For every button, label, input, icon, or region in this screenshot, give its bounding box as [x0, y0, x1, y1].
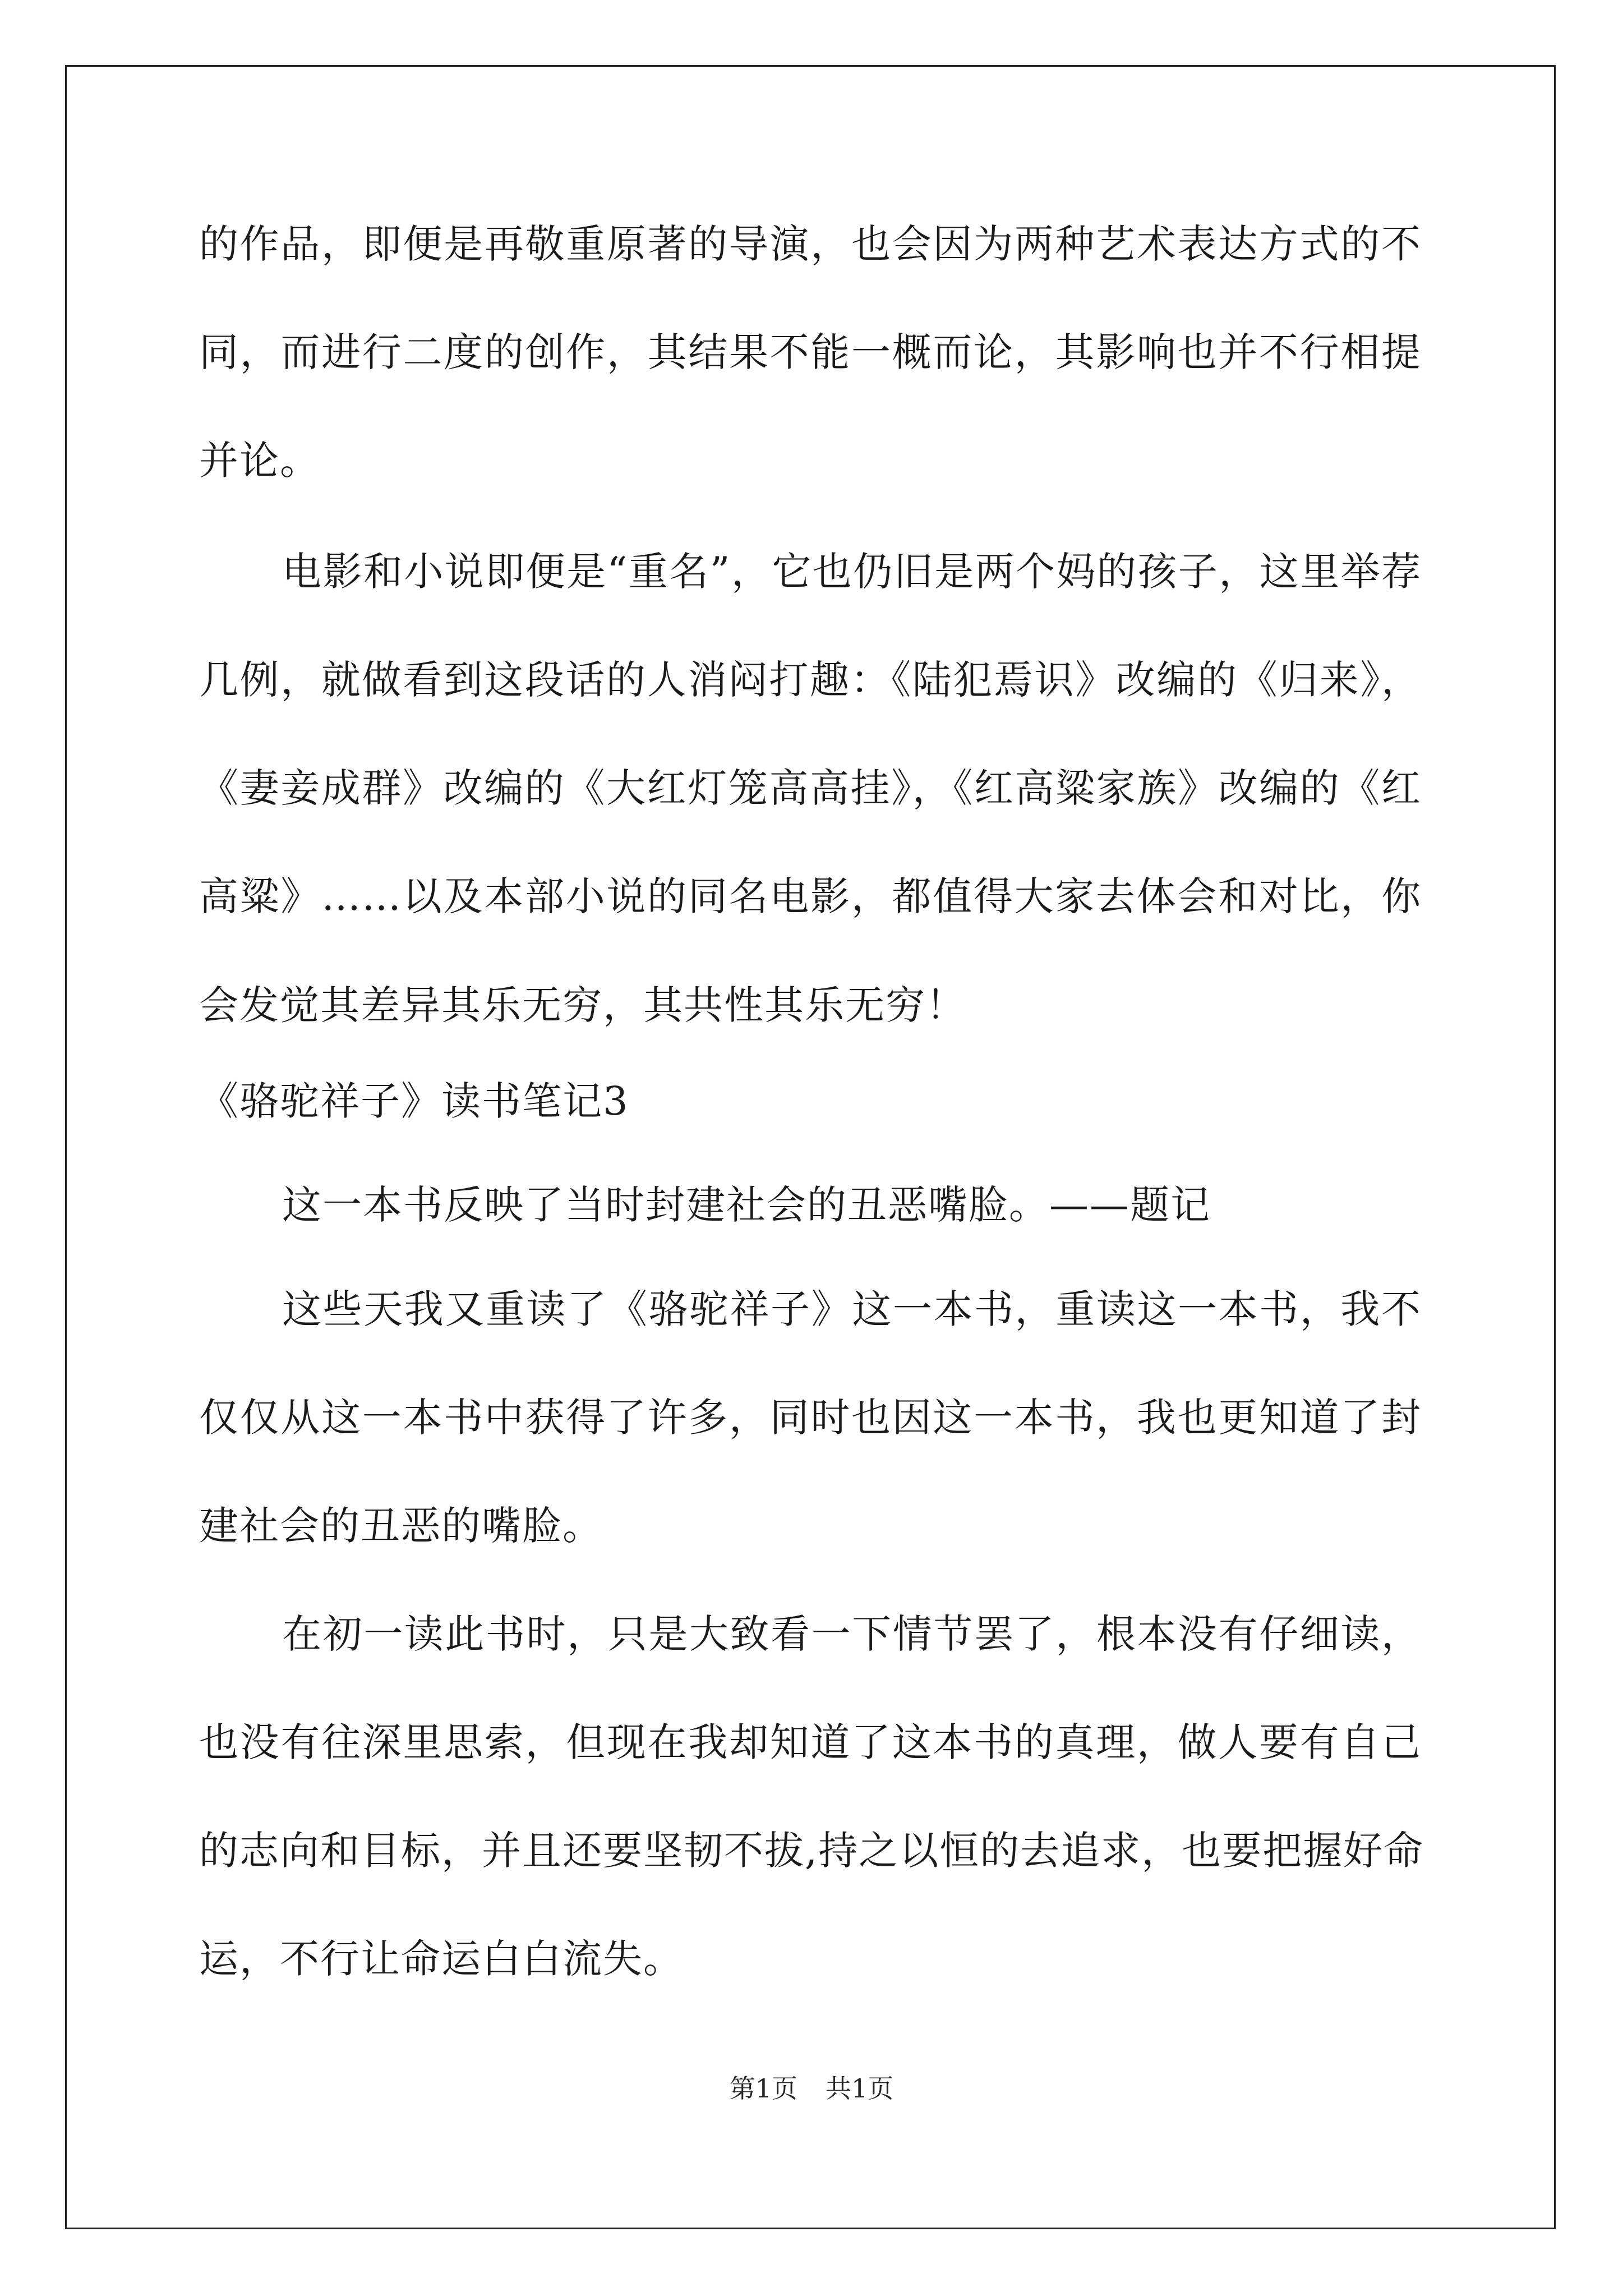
- page-total: 共1页: [826, 2073, 894, 2104]
- page-number: 第1页: [729, 2073, 797, 2104]
- paragraph-line: 这一本书反映了当时封建社会的丑恶嘴脸。——题记: [282, 1182, 1211, 1228]
- paragraph-line: 的作品，即便是再敬重原著的导演，也会因为两种艺术表达方式的不: [199, 221, 1422, 267]
- paragraph-line: 在初一读此书时，只是大致看一下情节罢了，根本没有仔细读，: [282, 1611, 1422, 1657]
- page-footer: [0, 2072, 1623, 2105]
- paragraph-line: 的志向和目标，并且还要坚韧不拔,持之以恒的去追求，也要把握好命: [199, 1828, 1424, 1874]
- paragraph-line: 电影和小说即便是“重名”，它也仍旧是两个妈的孩子，这里举荐: [282, 549, 1422, 595]
- paragraph-line: 并论。: [199, 438, 320, 484]
- paragraph-line: 会发觉其差异其乐无穷，其共性其乐无穷！: [199, 982, 966, 1028]
- section-heading: 《骆驼祥子》读书笔记3: [199, 1078, 629, 1124]
- paragraph-line: 仅仅从这一本书中获得了许多，同时也因这一本书，我也更知道了封: [199, 1395, 1422, 1441]
- paragraph-line: 几例，就做看到这段话的人消闷打趣：《陆犯焉识》改编的《归来》，: [199, 657, 1422, 703]
- paragraph-line: 同，而进行二度的创作，其结果不能一概而论，其影响也并不行相提: [199, 329, 1422, 375]
- paragraph-line: 《妻妾成群》改编的《大红灯笼高高挂》，《红高粱家族》改编的《红: [199, 765, 1422, 811]
- paragraph-line: 高粱》……以及本部小说的同名电影，都值得大家去体会和对比，你: [199, 873, 1422, 919]
- paragraph-line: 也没有往深里思索，但现在我却知道了这本书的真理，做人要有自己: [199, 1719, 1422, 1765]
- paragraph-line: 这些天我又重读了《骆驼祥子》这一本书，重读这一本书，我不: [282, 1286, 1422, 1332]
- page-border: [65, 65, 1556, 2229]
- paragraph-line: 建社会的丑恶的嘴脸。: [199, 1503, 603, 1549]
- paragraph-line: 运，不行让命运白白流失。: [199, 1936, 684, 1982]
